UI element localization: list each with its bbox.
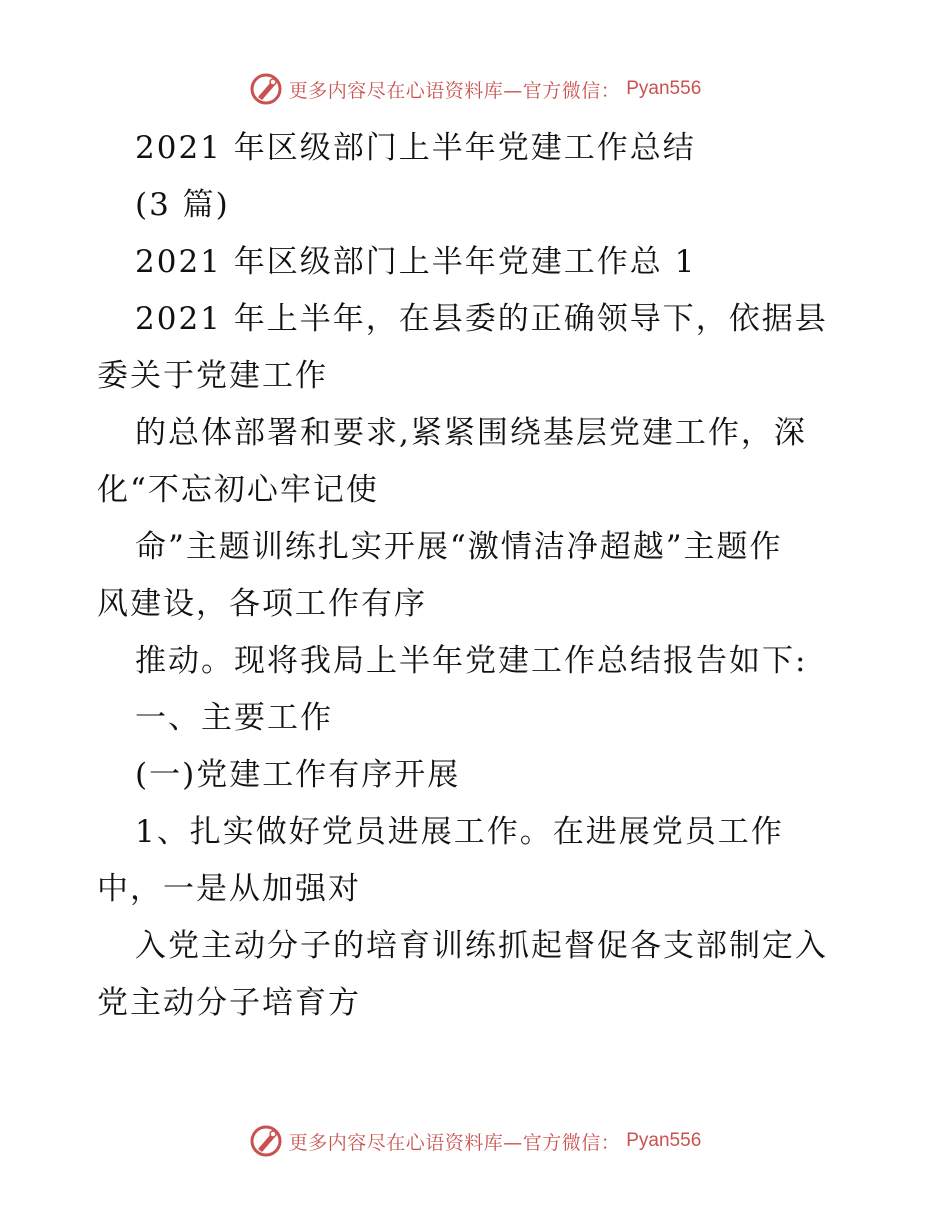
watermark-text: 更多内容尽在心语资料库—官方微信： — [288, 1131, 621, 1154]
watermark-wechat-id: Pyan556 — [626, 1130, 702, 1151]
section-heading: 2021 年区级部门上半年党建工作总 1 — [135, 244, 697, 280]
paragraph-line: 2021 年上半年，在县委的正确领导下，依据县 — [135, 301, 828, 337]
paragraph-line: 入党主动分子的培育训练抓起督促各支部制定入 — [135, 928, 828, 964]
heading-main-work: 一、主要工作 — [135, 700, 333, 736]
paragraph-line: 化“不忘初心牢记使 — [97, 472, 379, 508]
header-watermark — [0, 72, 950, 106]
paragraph-line: 委关于党建工作 — [97, 358, 328, 394]
watermark-wechat-id: Pyan556 — [626, 78, 702, 99]
paragraph-line: 风建设，各项工作有序 — [97, 586, 427, 622]
watermark-text: 更多内容尽在心语资料库—官方微信： — [288, 79, 621, 102]
footer-watermark — [0, 1124, 950, 1158]
document-title-line-1: 2021 年区级部门上半年党建工作总结 — [135, 130, 696, 166]
subheading-party-building: (一)党建工作有序开展 — [135, 757, 461, 793]
paragraph-line: 党主动分子培育方 — [97, 985, 361, 1021]
paragraph-line: 1、扎实做好党员进展工作。在进展党员工作 — [135, 814, 784, 850]
document-title-line-2: (3 篇) — [135, 187, 230, 223]
document-body — [97, 120, 857, 1032]
paragraph-line: 中，一是从加强对 — [97, 871, 361, 907]
paragraph-line: 命”主题训练扎实开展“激情洁净超越”主题作 — [135, 529, 783, 565]
pen-logo-icon — [249, 1124, 283, 1158]
paragraph-line: 的总体部署和要求,紧紧围绕基层党建工作，深 — [135, 415, 807, 451]
paragraph-line: 推动。现将我局上半年党建工作总结报告如下: — [135, 643, 808, 679]
pen-logo-icon — [249, 72, 283, 106]
